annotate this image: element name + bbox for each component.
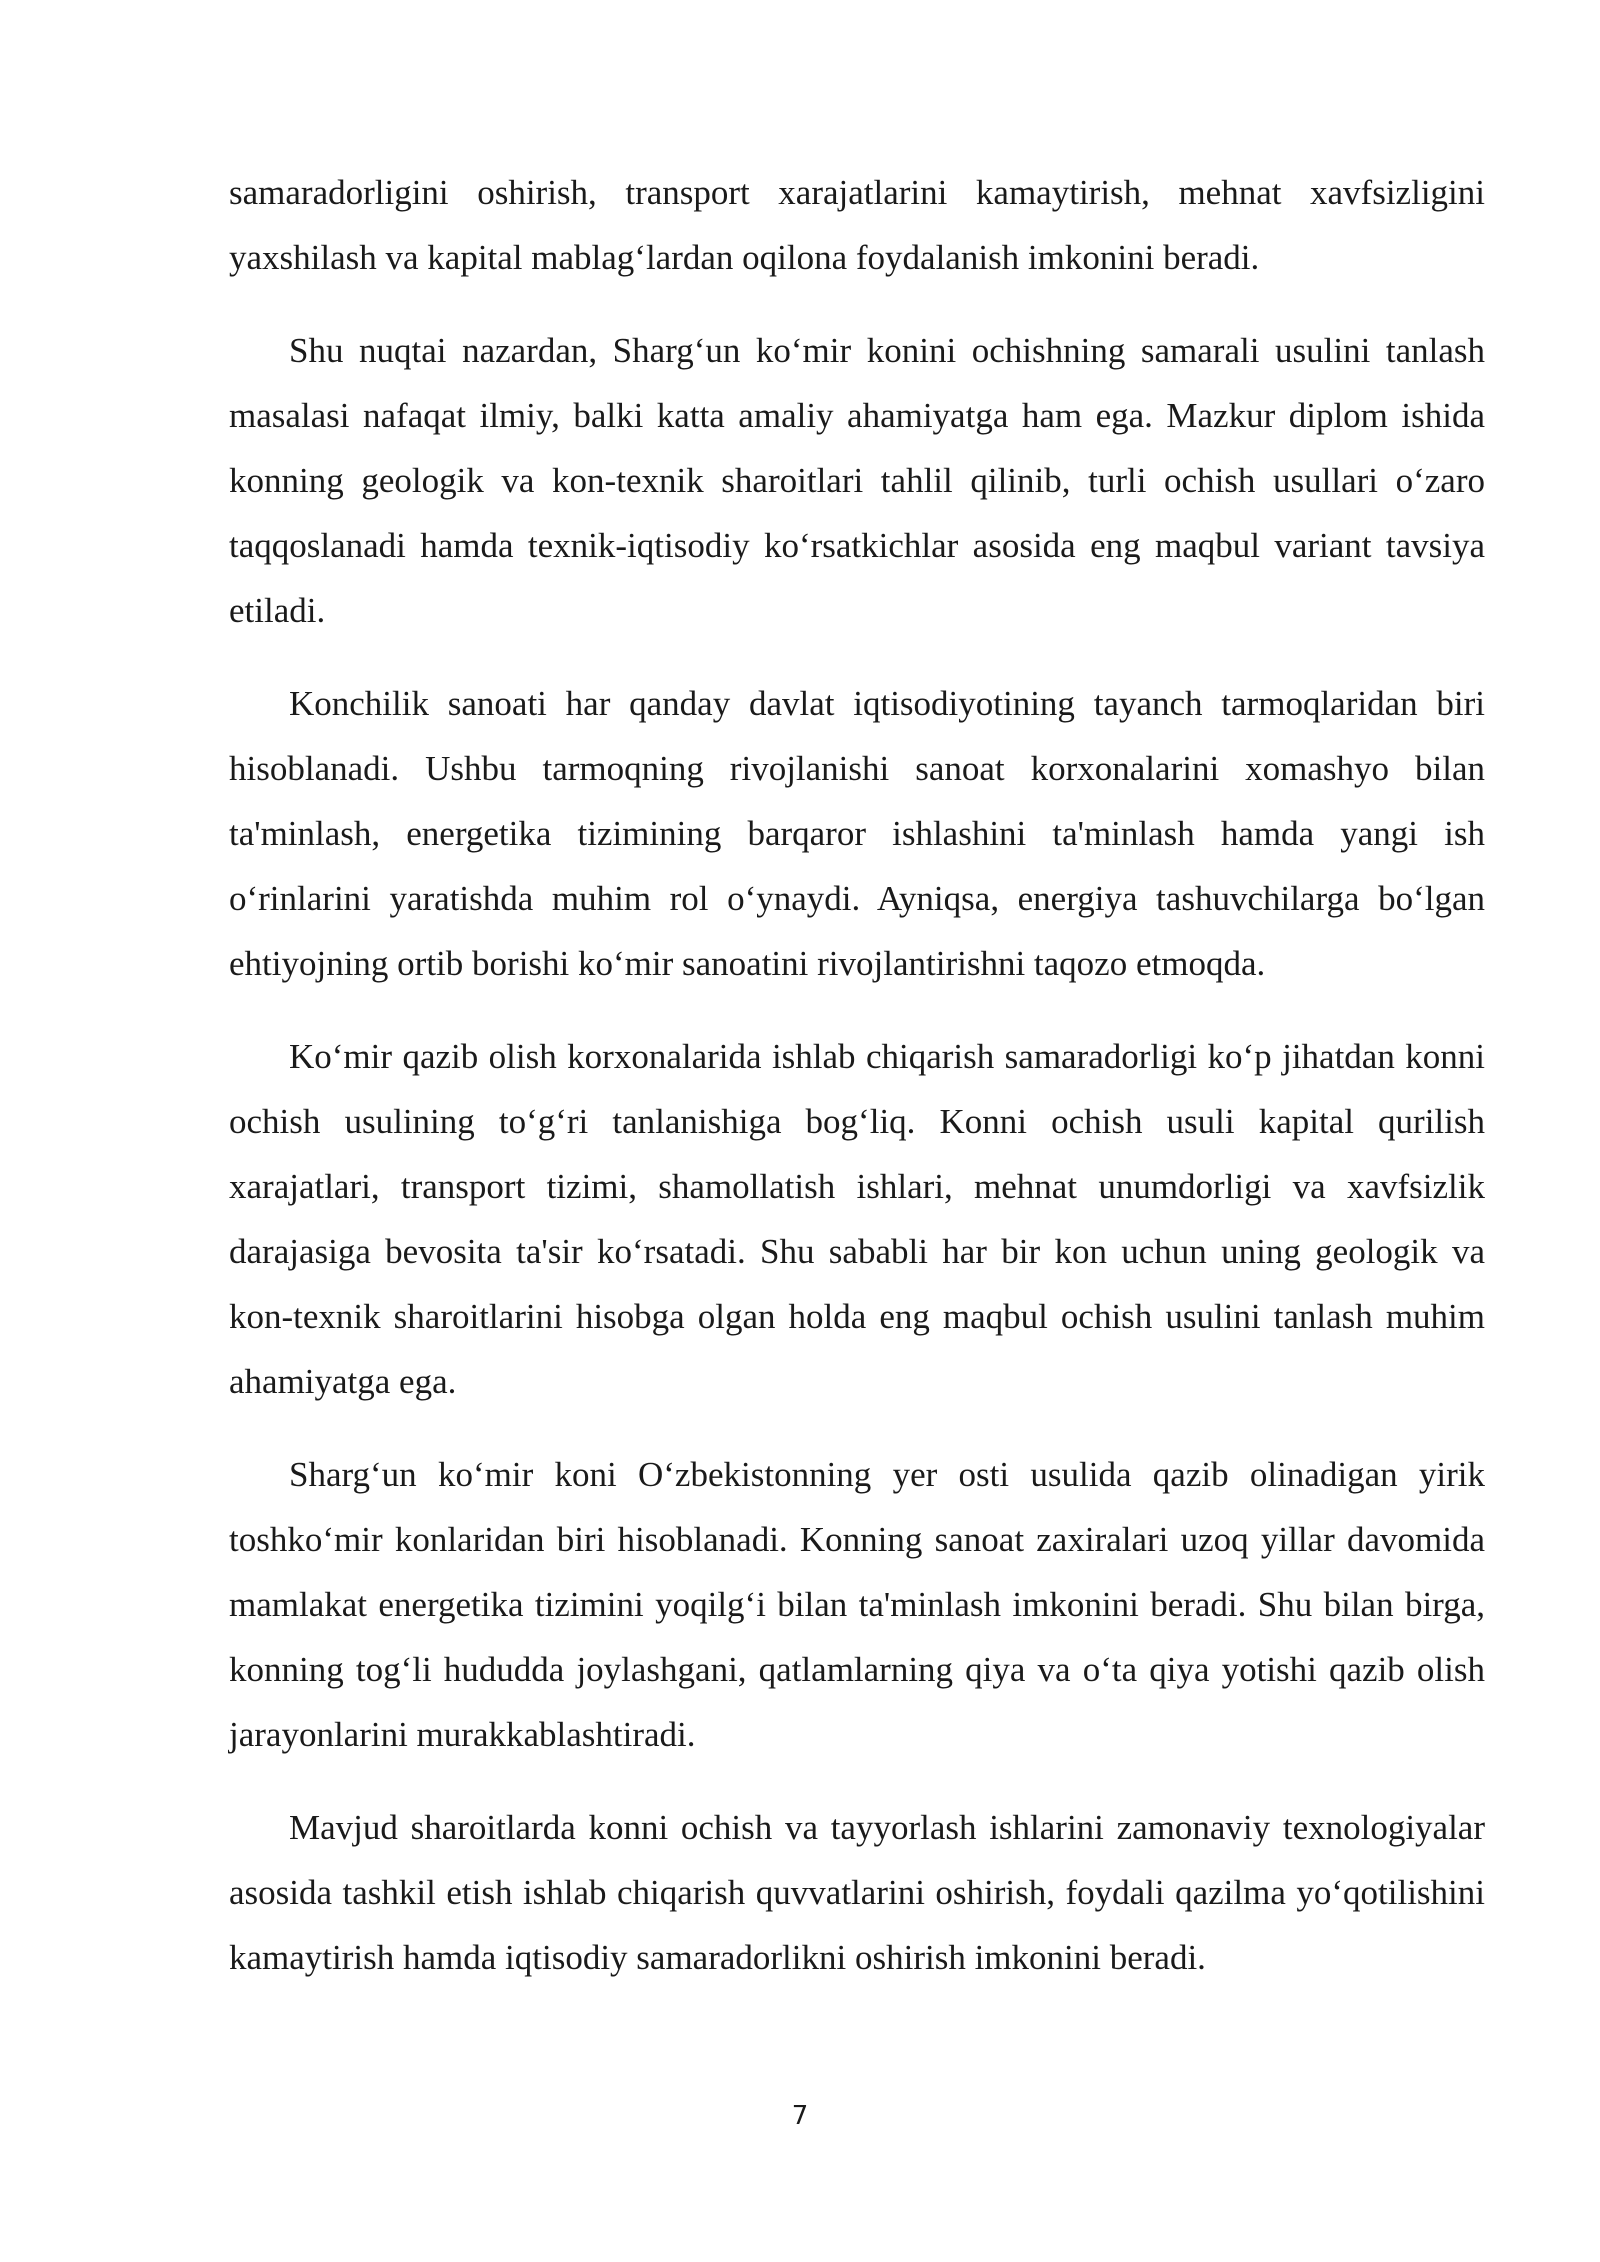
paragraph: Konchilik sanoati har qanday davlat iqtisodiyotining tayanch tarmoqlaridan biri hisoblanadi. Ushbu tarmoqning rivojlanishi sanoat korxonalarini xomashyo bilan ta'minlash, energetika tizimining barqaror ishlashini ta'minlash hamda yangi ish o‘rinlarini yaratishda muhim rol o‘ynaydi. Ayniqsa, energiya tashuvchilarga bo‘lgan ehtiyojning ortib borishi ko‘mir sanoatini rivojlantirishni taqozo etmoqda. [229, 684, 1485, 983]
page-body [229, 160, 1485, 2018]
paragraph: Sharg‘un ko‘mir koni O‘zbekistonning yer osti usulida qazib olinadigan yirik toshko‘mir konlaridan biri hisoblanadi. Konning sanoat zaxiralari uzoq yillar davomida mamlakat energetika tizimini yoqilg‘i bilan ta'minlash imkonini beradi. Shu bilan birga, konning tog‘li hududda joylashgani, qatlamlarning qiya va o‘ta qiya yotishi qazib olish jarayonlarini murakkablashtiradi. [229, 1455, 1485, 1754]
paragraph: Ko‘mir qazib olish korxonalarida ishlab chiqarish samaradorligi ko‘p jihatdan konni ochish usulining to‘g‘ri tanlanishiga bog‘liq. Konni ochish usuli kapital qurilish xarajatlari, transport tizimi, shamollatish ishlari, mehnat unumdorligi va xavfsizlik darajasiga bevosita ta'sir ko‘rsatadi. Shu sababli har bir kon uchun uning geologik va kon-texnik sharoitlarini hisobga olgan holda eng maqbul ochish usulini tanlash muhim ahamiyatga ega. [229, 1037, 1485, 1401]
paragraph: Mavjud sharoitlarda konni ochish va tayyorlash ishlarini zamonaviy texnologiyalar asosida tashkil etish ishlab chiqarish quvvatlarini oshirish, foydali qazilma yo‘qotilishini kamaytirish hamda iqtisodiy samaradorlikni oshirish imkonini beradi. [229, 1808, 1485, 1977]
paragraph: Shu nuqtai nazardan, Sharg‘un ko‘mir konini ochishning samarali usulini tanlash masalasi nafaqat ilmiy, balki katta amaliy ahamiyatga ham ega. Mazkur diplom ishida konning geologik va kon-texnik sharoitlari tahlil qilinib, turli ochish usullari o‘zaro taqqoslanadi hamda texnik-iqtisodiy ko‘rsatkichlar asosida eng maqbul variant tavsiya etiladi. [229, 331, 1485, 630]
paragraph-continuation: samaradorligini oshirish, transport xarajatlarini kamaytirish, mehnat xavfsizligini yaxshilash va kapital mablag‘lardan oqilona foydalanish imkonini beradi. [229, 173, 1485, 277]
page-number: 7 [791, 2101, 809, 2131]
